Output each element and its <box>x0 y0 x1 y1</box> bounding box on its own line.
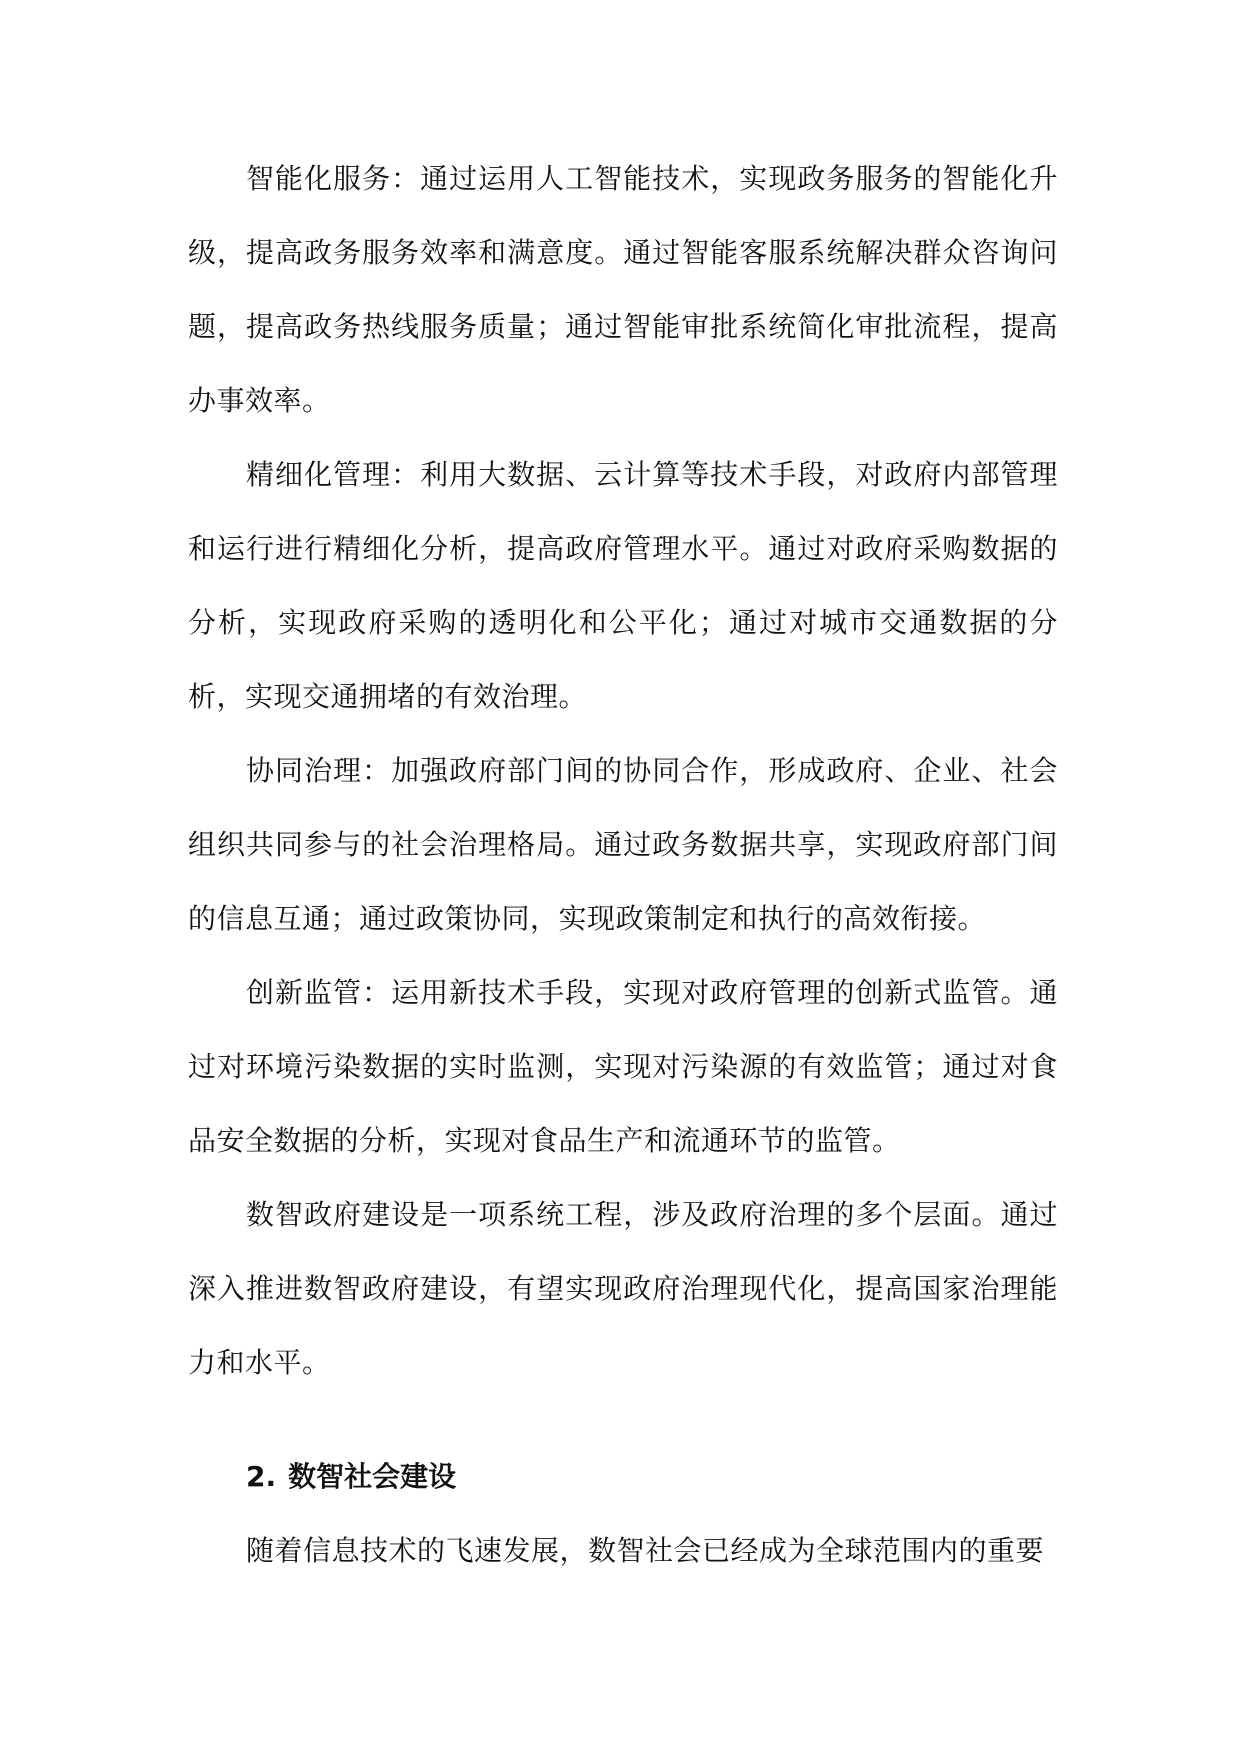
paragraph-section-intro: 随着信息技术的飞速发展，数智社会已经成为全球范围内的重要 <box>246 1534 1045 1567</box>
document-body <box>188 142 1058 1588</box>
section-title: 数智社会建设 <box>288 1460 457 1493</box>
paragraph-intelligent-services: 智能化服务：通过运用人工智能技术，实现政务服务的智能化升级，提高政务服务效率和满意度。通过智能客服系统解决群众咨询问题，提高政务热线服务质量；通过智能审批系统简化审批流程，提高办事效率。 <box>188 162 1058 417</box>
section-heading <box>188 1440 1058 1514</box>
paragraph-collaborative-governance: 协同治理：加强政府部门间的协同合作，形成政府、企业、社会组织共同参与的社会治理格局。通过政务数据共享，实现政府部门间的信息互通；通过政策协同，实现政策制定和执行的高效衔接。 <box>188 754 1058 935</box>
paragraph-summary: 数智政府建设是一项系统工程，涉及政府治理的多个层面。通过深入推进数智政府建设，有望实现政府治理现代化，提高国家治理能力和水平。 <box>188 1198 1058 1379</box>
section-number: 2. <box>246 1460 277 1493</box>
paragraph-refined-management: 精细化管理：利用大数据、云计算等技术手段，对政府内部管理和运行进行精细化分析，提高政府管理水平。通过对政府采购数据的分析，实现政府采购的透明化和公平化；通过对城市交通数据的分析，实现交通拥堵的有效治理。 <box>188 458 1058 713</box>
paragraph-innovative-supervision: 创新监管：运用新技术手段，实现对政府管理的创新式监管。通过对环境污染数据的实时监测，实现对污染源的有效监管；通过对食品安全数据的分析，实现对食品生产和流通环节的监管。 <box>188 976 1058 1157</box>
